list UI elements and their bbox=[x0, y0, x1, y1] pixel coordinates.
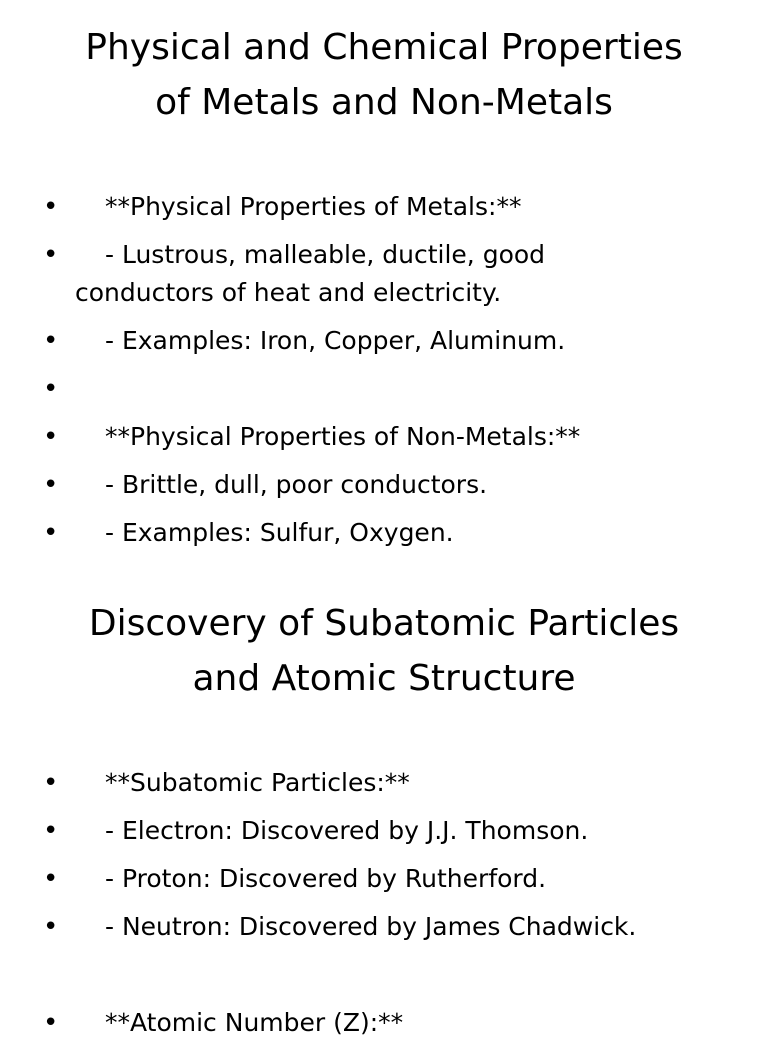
bullet-item bbox=[0, 811, 768, 851]
bullet-text: - Neutron: Discovered by James Chadwick. bbox=[105, 912, 637, 941]
bullet-item bbox=[0, 859, 768, 899]
bullet-text: **Physical Properties of Non-Metals:** bbox=[105, 422, 581, 451]
section1-title-line: Physical and Chemical Properties bbox=[85, 27, 683, 68]
bullet-item bbox=[0, 235, 768, 313]
bullet-text: **Physical Properties of Metals:** bbox=[105, 192, 522, 221]
section2-title-line: and Atomic Structure bbox=[192, 658, 576, 699]
bullet-dot: • bbox=[43, 240, 59, 270]
bullet-dot: • bbox=[43, 374, 59, 404]
bullet-item bbox=[0, 187, 768, 227]
bullet-text: - Electron: Discovered by J.J. Thomson. bbox=[105, 816, 589, 845]
section2-title bbox=[0, 596, 768, 706]
bullet-item bbox=[0, 513, 768, 553]
bullet-text-continuation: conductors of heat and electricity. bbox=[75, 278, 502, 307]
bullet-dot: • bbox=[43, 864, 59, 894]
section2-bullet-list bbox=[0, 763, 768, 1051]
bullet-item bbox=[0, 417, 768, 457]
section1-title-line: of Metals and Non-Metals bbox=[155, 82, 613, 123]
bullet-item bbox=[0, 321, 768, 361]
bullet-item-empty bbox=[0, 955, 768, 995]
bullet-text: **Atomic Number (Z):** bbox=[105, 1008, 404, 1037]
bullet-dot: • bbox=[43, 326, 59, 356]
bullet-item bbox=[0, 907, 768, 947]
section2-title-line: Discovery of Subatomic Particles bbox=[88, 603, 680, 644]
bullet-text: - Examples: Sulfur, Oxygen. bbox=[105, 518, 454, 547]
section1-title bbox=[0, 20, 768, 130]
bullet-text: - Examples: Iron, Copper, Aluminum. bbox=[105, 326, 566, 355]
bullet-dot: • bbox=[43, 192, 59, 222]
bullet-text: - Brittle, dull, poor conductors. bbox=[105, 470, 488, 499]
bullet-dot: • bbox=[43, 470, 59, 500]
bullet-text: **Subatomic Particles:** bbox=[105, 768, 410, 797]
bullet-dot: • bbox=[43, 1008, 59, 1038]
bullet-dot: • bbox=[43, 912, 59, 942]
bullet-item-empty bbox=[0, 369, 768, 409]
bullet-text: - Proton: Discovered by Rutherford. bbox=[105, 864, 547, 893]
bullet-dot: • bbox=[43, 768, 59, 798]
bullet-item bbox=[0, 763, 768, 803]
bullet-item bbox=[0, 465, 768, 505]
bullet-text: - Lustrous, malleable, ductile, good bbox=[105, 240, 546, 269]
section1-bullet-list bbox=[0, 187, 768, 561]
bullet-dot: • bbox=[43, 518, 59, 548]
bullet-dot: • bbox=[43, 816, 59, 846]
bullet-item bbox=[0, 1003, 768, 1043]
bullet-dot: • bbox=[43, 422, 59, 452]
